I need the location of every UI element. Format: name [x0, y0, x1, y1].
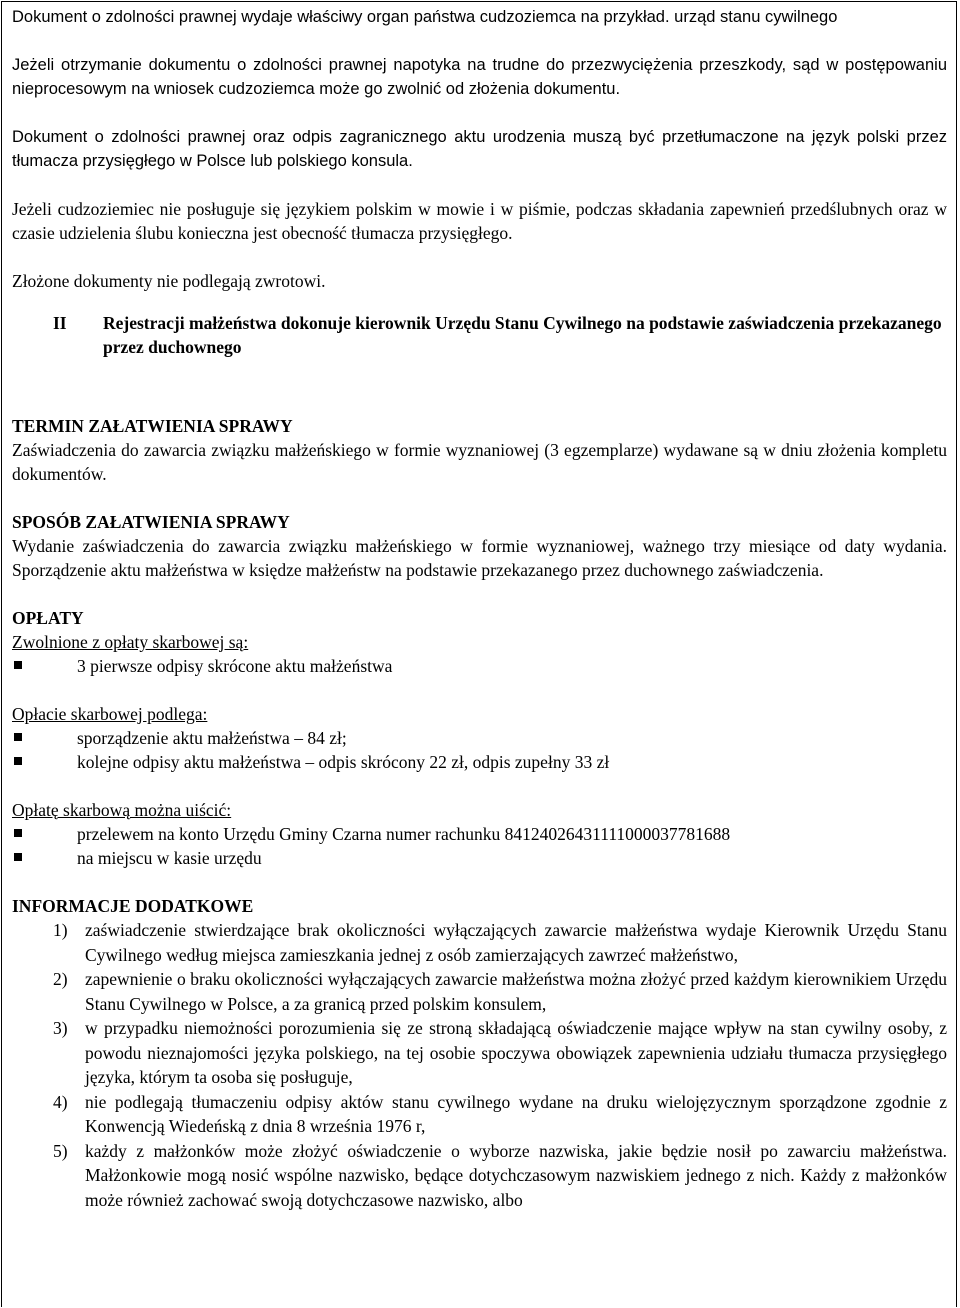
- list-item: przelewem na konto Urzędu Gminy Czarna numer rachunku 84124026431111000037781688: [12, 822, 947, 846]
- list-item: [12, 1016, 947, 1090]
- section-ii-number: II: [53, 313, 67, 333]
- paragraph-tlumacz-przysiegly: Jeżeli cudzoziemiec nie posługuje się językiem polskim w mowie i w piśmie, podczas składania zapewnień przedślubnych oraz w czasie udzielenia ślubu konieczna jest obecność tłumacza przysięgłego.: [12, 199, 947, 243]
- section-ii-text: Rejestracji małżeństwa dokonuje kierownik Urzędu Stanu Cywilnego na podstawie zaświadczenia przekazanego przez duchownego: [103, 313, 942, 357]
- item-number: 2): [53, 969, 68, 989]
- item-number: 5): [53, 1140, 68, 1161]
- list-item: [12, 1090, 947, 1139]
- label-podlega: Opłacie skarbowej podlega:: [12, 704, 208, 724]
- paragraph-sposob: Wydanie zaświadczenia do zawarcia związku małżeńskiego w formie wyznaniowej, ważnego trzy miesiące od daty wydania. Sporządzenie aktu małżeństwa w księdze małżeństw na podstawie przekazanego przez duchownego zaświadczenia.: [12, 536, 947, 580]
- item-text: nie podlegają tłumaczeniu odpisy aktów stanu cywilnego wydane na druku wielojęzycznym sporządzone zgodnie z Konwencją Wiedeńską z dnia 8 września 1976 r,: [85, 1091, 947, 1136]
- section-ii: [12, 311, 947, 359]
- list-item: [12, 967, 947, 1016]
- label-uiscic: Opłatę skarbową można uiścić:: [12, 800, 232, 820]
- item-text: w przypadku niemożności porozumienia się ze stroną składającą oświadczenie mające wpływ na stan cywilny osoby, z powodu nieznajomości języka polskiego, na tej osobie spoczywa obowiązek zapewnienia udziału tłumacza przysięgłego języka, którym ta osoba się posługuje,: [85, 1018, 947, 1087]
- document-content: [12, 5, 947, 1212]
- list-informacje: [12, 918, 947, 1212]
- list-item: na miejscu w kasie urzędu: [12, 846, 947, 870]
- heading-sposob: SPOSÓB ZAŁATWIENIA SPRAWY: [12, 512, 290, 532]
- paragraph-zwolnienie-sad: Jeżeli otrzymanie dokumentu o zdolności prawnej napotyka na trudne do przezwyciężenia przeszkody, sąd w postępowaniu nieprocesowym na wniosek cudzoziemca może go zwolnić od złożenia dokumentu.: [12, 56, 947, 98]
- list-item: 3 pierwsze odpisy skrócone aktu małżeństwa: [12, 654, 947, 678]
- item-text: zaświadczenie stwierdzające brak okoliczności wyłączających zawarcie małżeństwa wydaje Kierownik Urzędu Stanu Cywilnego według miejsca zamieszkania jednej z osób zamierzających zawrzeć małżeństwo,: [85, 920, 947, 965]
- item-number: 1): [53, 920, 68, 940]
- list-item: [12, 1139, 947, 1213]
- list-item: kolejne odpisy aktu małżeństwa – odpis skrócony 22 zł, odpis zupełny 33 zł: [12, 750, 947, 774]
- item-text: każdy z małżonków może złożyć oświadczenie o wyborze nazwiska, jakie będzie nosił po zawarciu małżeństwa. Małżonkowie mogą nosić wspólne nazwisko, będące dotychczasowym nazwiskiem jednego z nich. Każdy z małżonków może również zachować swoją dotychczasowe nazwisko, albo: [85, 1140, 947, 1210]
- heading-informacje: INFORMACJE DODATKOWE: [12, 896, 254, 916]
- label-zwolnione: Zwolnione z opłaty skarbowej są:: [12, 632, 249, 652]
- item-text: zapewnienie o braku okoliczności wyłączających zawarcie małżeństwa można złożyć przed każdym kierownikiem Urzędu Stanu Cywilnego w Polsce, a za granicą przed polskim konsulem,: [85, 969, 947, 1014]
- list-item: [12, 918, 947, 967]
- paragraph-termin: Zaświadczenia do zawarcia związku małżeńskiego w formie wyznaniowej (3 egzemplarze) wydawane są w dniu złożenia kompletu dokumentów.: [12, 440, 947, 484]
- paragraph-zdolnosc-prawna: Dokument o zdolności prawnej wydaje właściwy organ państwa cudzoziemca na przykład. urząd stanu cywilnego: [12, 8, 838, 26]
- paragraph-tlumaczenie: Dokument o zdolności prawnej oraz odpis zagranicznego aktu urodzenia muszą być przetłumaczone na język polski przez tłumacza przysięgłego w Polsce lub polskiego konsula.: [12, 128, 947, 170]
- item-number: 4): [53, 1091, 68, 1112]
- paragraph-zwrot-dokumentow: Złożone dokumenty nie podlegają zwrotowi.: [12, 271, 326, 291]
- list-zwolnione: [12, 654, 947, 678]
- list-item: sporządzenie aktu małżeństwa – 84 zł;: [12, 726, 947, 750]
- list-uiscic: [12, 822, 947, 870]
- item-number: 3): [53, 1018, 68, 1038]
- list-podlega: [12, 726, 947, 774]
- heading-termin: TERMIN ZAŁATWIENIA SPRAWY: [12, 416, 293, 436]
- heading-oplaty: OPŁATY: [12, 608, 84, 628]
